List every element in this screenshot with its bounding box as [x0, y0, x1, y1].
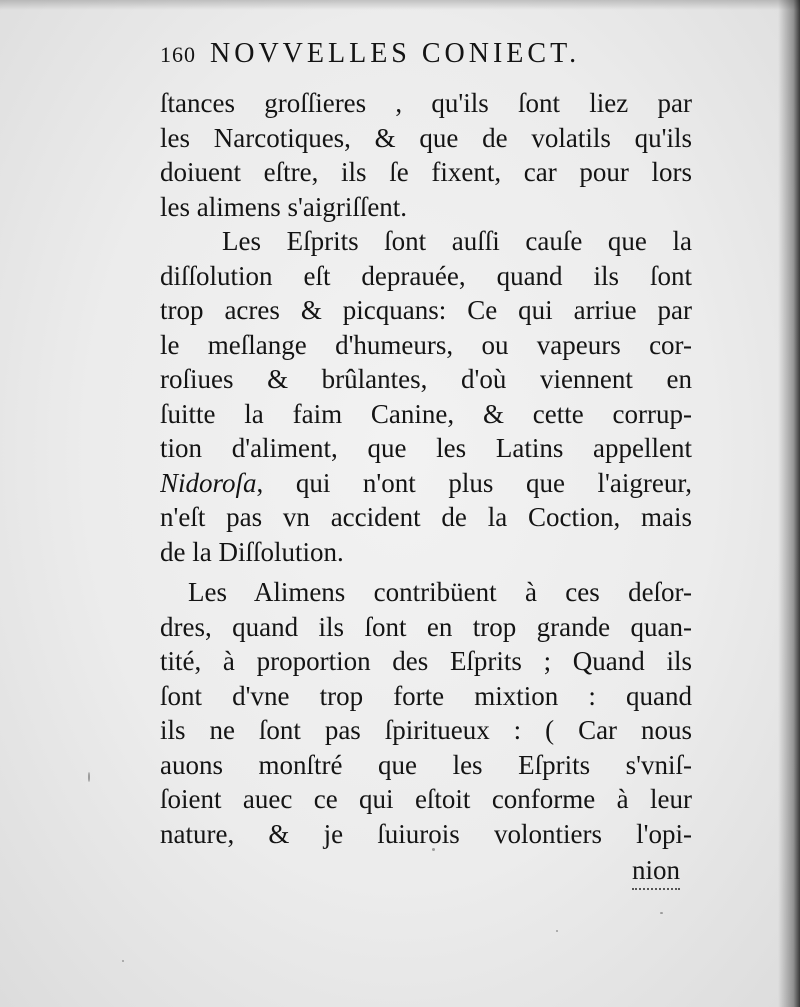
- page-number: 160: [160, 42, 196, 67]
- text-line: le meſlange d'humeurs, ou vapeurs cor-: [160, 329, 692, 360]
- text-line: nature, & je ſuiurois volontiers l'opi-: [160, 818, 692, 849]
- page-top-shadow: [0, 0, 800, 10]
- text-line: ſuitte la faim Canine, & cette corrup-: [160, 398, 692, 429]
- text-line: diſſolution eſt deprauée, quand ils ſont: [160, 260, 692, 291]
- text-line: trop acres & picquans: Ce qui arriue par: [160, 295, 692, 325]
- text-line: ils ne ſont pas ſpiritueux : ( Car nous: [160, 715, 692, 745]
- text-line: auons monſtré que les Eſprits s'vniſ-: [160, 749, 692, 780]
- text-line: ſtances groſſieres , qu'ils ſont liez par: [160, 88, 692, 118]
- text-line: ſont d'vne trop forte mixtion : quand: [160, 680, 692, 711]
- text-line: tité, à proportion des Eſprits ; Quand ils: [160, 646, 692, 676]
- running-title: NOVVELLES CONIECT.: [210, 38, 581, 69]
- running-header: [160, 38, 692, 86]
- paragraph-1: [160, 86, 692, 224]
- catchword-row: [160, 853, 692, 890]
- text-line: Les Alimens contribüent à ces deſor-: [188, 577, 692, 607]
- text-line: n'eſt pas vn accident de la Coction, mais: [160, 502, 692, 532]
- text-line: ſoient auec ce qui eſtoit conforme à leur: [160, 784, 692, 814]
- text-line: dres, quand ils ſont en trop grande quan-: [160, 611, 692, 642]
- text-line: les Narcotiques, & que de volatils qu'ils: [160, 122, 692, 153]
- text-line: doiuent eſtre, ils ſe fixent, car pour lors: [160, 157, 692, 187]
- text-line: de la Diſſolution.: [160, 536, 344, 567]
- text-line: roſiues & brûlantes, d'où viennent en: [160, 364, 692, 394]
- text-line: Les Eſprits ſont auſſi cauſe que la: [222, 226, 692, 256]
- catchword: nion: [632, 853, 680, 890]
- page-edge-shadow: [778, 0, 800, 1007]
- paragraph-3: [160, 575, 692, 851]
- nidorosa-rest: , qui n'ont plus que l'aigreur,: [256, 467, 692, 498]
- paragraph-2: [160, 224, 692, 569]
- text-line-nidorosa: [160, 466, 692, 501]
- nidorosa-word: Nidoroſa: [160, 467, 257, 498]
- page-text: [160, 38, 692, 890]
- text-line: tion d'aliment, que les Latins appellent: [160, 433, 692, 463]
- text-line: les alimens s'aigriſſent.: [160, 191, 408, 222]
